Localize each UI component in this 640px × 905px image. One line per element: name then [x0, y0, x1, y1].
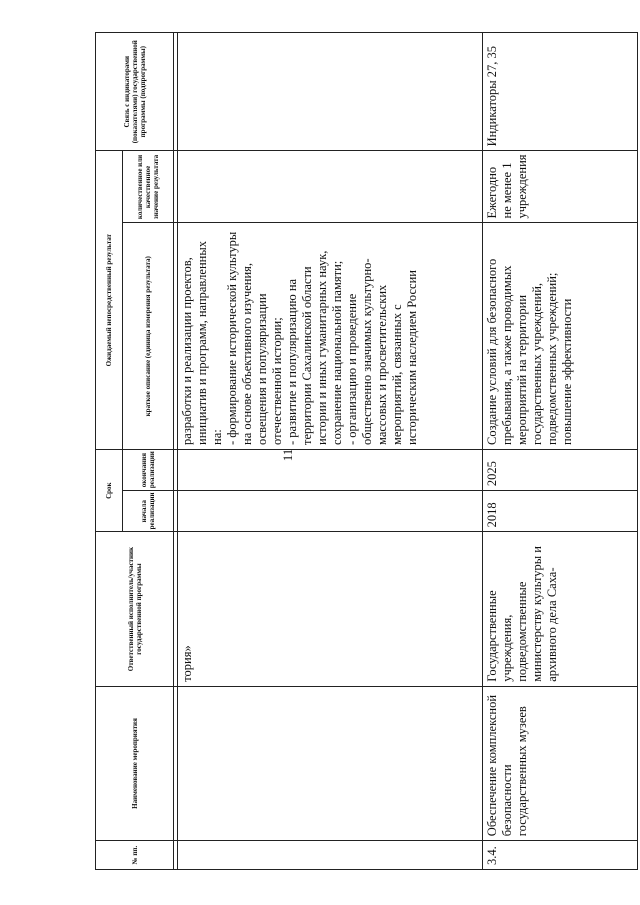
page-number: 11: [280, 448, 295, 462]
header-num: № пп.: [96, 841, 174, 870]
cell-end: 2025: [483, 449, 638, 490]
cell-num: 3.4.: [483, 841, 638, 870]
table-row: [483, 33, 638, 870]
header-term-end: окончания реализации: [123, 449, 174, 490]
header-link: Связь с индикаторами (показателями) государственной программы (подпрограммы): [96, 33, 174, 151]
cell-qty: [178, 151, 483, 223]
cell-responsible: тория»: [178, 532, 483, 686]
cell-qty: Ежегодно не менее 1 учреждения: [483, 151, 638, 223]
cell-num: [178, 841, 483, 870]
cell-end: [178, 449, 483, 490]
cell-start: 2018: [483, 491, 638, 532]
cell-link: [178, 33, 483, 151]
cell-desc: разработки и реализации проектов, инициатив и программ, направленных на: - формирование исторической культуры на основе объективного изучения, освещения и популяризации отечественной истории; - развитие и популяризацию на территории Сахалинской области истории и иных гуманитарных наук, сохранение национальной памяти; - организацию и проведение общественно значимых культурно-массовых и просветительских мероприятий, связанных с историческим наследием России: [178, 223, 483, 449]
cell-name: Обеспечение комплексной безопасности государственных музеев: [483, 686, 638, 840]
cell-responsible: Государственные учреждения, подведомственные министерству культуры и архивного дела Саха-: [483, 532, 638, 686]
cell-link: Индикаторы 27, 35: [483, 33, 638, 151]
header-term-start: начала реализации: [123, 491, 174, 532]
header-name: Наименование мероприятия: [96, 686, 174, 840]
header-expected-desc: краткое описание (единица измерения результата): [123, 223, 174, 449]
rotated-table-container: [95, 32, 630, 870]
header-responsible: Ответственный исполнитель/участник государственной программы: [96, 532, 174, 686]
header-term: Срок: [96, 449, 123, 531]
header-row-1: [96, 33, 123, 870]
header-expected: Ожидаемый непосредственный результат: [96, 151, 123, 450]
program-activities-table: [95, 32, 638, 870]
header-expected-qty: количественное или качественное значение результата: [123, 151, 174, 223]
cell-name: [178, 686, 483, 840]
cell-desc: Создание условий для безопасного пребывания, а также проводимых мероприятий на территории государственных учреждений, подведомственных учреждений; повышение эффективности: [483, 223, 638, 449]
table-row: [178, 33, 483, 870]
cell-start: [178, 491, 483, 532]
